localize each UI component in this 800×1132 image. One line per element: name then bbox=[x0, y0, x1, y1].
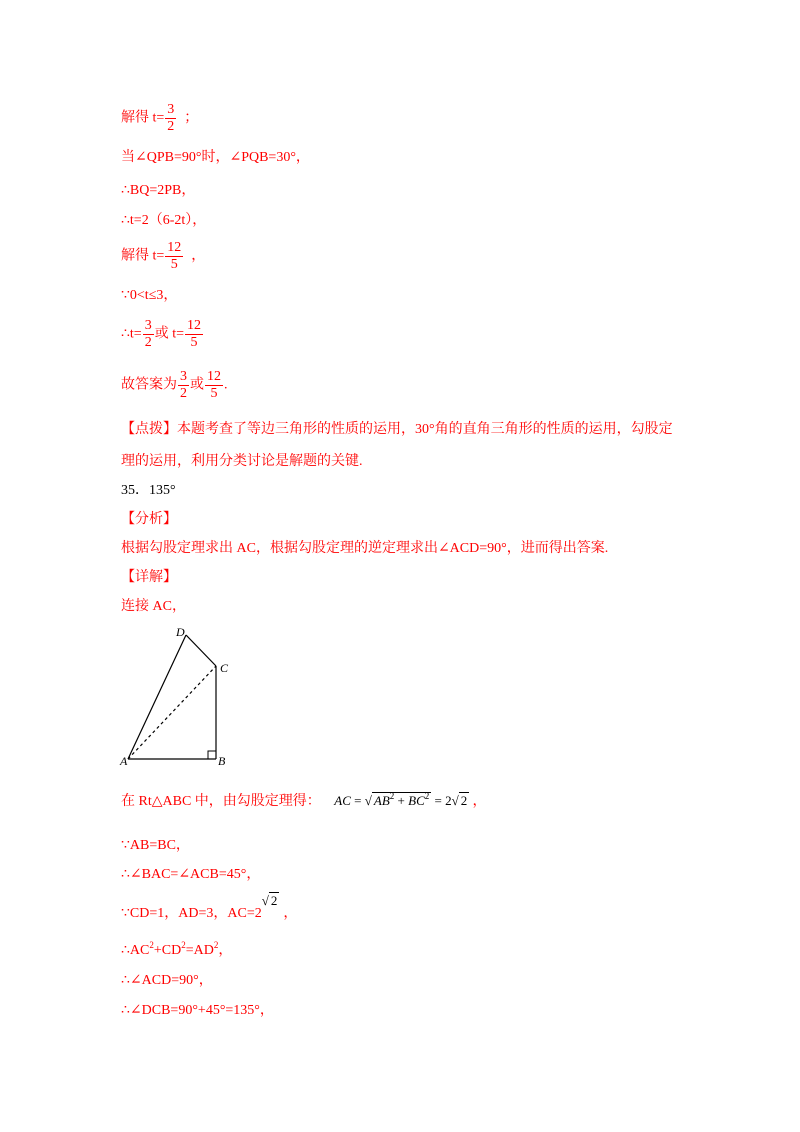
segment-ad bbox=[128, 635, 186, 759]
pythagoras-line bbox=[121, 792, 486, 811]
fenxi-label: 【分析】 bbox=[121, 512, 177, 527]
exponent: 2 bbox=[213, 940, 219, 950]
text: ∴AC bbox=[121, 943, 150, 958]
label-b: B bbox=[218, 754, 226, 768]
numerator: 12 bbox=[187, 318, 201, 333]
step-converse-pythagoras bbox=[121, 942, 232, 960]
segment-ac-dashed bbox=[128, 666, 216, 759]
numerator: 12 bbox=[167, 240, 182, 255]
fenxi-text: 根据勾股定理求出 AC，根据勾股定理的逆定理求出∠ACD=90°，进而得出答案. bbox=[121, 541, 609, 556]
text: ， bbox=[218, 943, 233, 958]
exponent: 2 bbox=[389, 791, 395, 801]
denominator: 2 bbox=[167, 119, 175, 134]
solution-line-t-three-halves bbox=[121, 102, 198, 135]
fraction-3-2 bbox=[178, 369, 189, 402]
formula-rhs: = 2 bbox=[434, 793, 452, 808]
text: 解得 t= bbox=[121, 248, 165, 264]
denominator: 2 bbox=[180, 386, 187, 401]
segment-dc bbox=[186, 635, 216, 666]
exponent: 2 bbox=[181, 940, 186, 950]
text: ， bbox=[283, 906, 298, 921]
fraction-3-2 bbox=[143, 318, 154, 351]
denominator: 2 bbox=[144, 335, 152, 350]
formula-bc: BC bbox=[408, 793, 425, 808]
formula-ab: AB bbox=[373, 793, 390, 808]
text: ， bbox=[191, 248, 206, 264]
text: 解得 t= bbox=[121, 110, 165, 126]
fraction-3-2 bbox=[165, 102, 176, 135]
question-35-heading: 35．135° bbox=[121, 483, 176, 498]
text: ， bbox=[472, 794, 487, 809]
text: 在 Rt△ABC 中，由勾股定理得： bbox=[121, 794, 321, 809]
sqrt-sign: √ bbox=[261, 893, 269, 908]
solution-line-angle-qpb: 当∠QPB=90°时，∠PQB=30°， bbox=[121, 150, 310, 165]
text: 故答案为 bbox=[121, 377, 177, 393]
label-c: C bbox=[220, 661, 229, 675]
text: ； bbox=[184, 110, 199, 126]
step-ab-eq-bc: ∵AB=BC， bbox=[121, 838, 190, 853]
step-angle-acd: ∴∠ACD=90°， bbox=[121, 973, 213, 988]
solution-line-bq: ∴BQ=2PB， bbox=[121, 183, 196, 198]
denominator: 5 bbox=[190, 335, 198, 350]
answer-line bbox=[121, 369, 228, 402]
step-angles-45: ∴∠BAC=∠ACB=45°， bbox=[121, 867, 261, 882]
text: ∴t= bbox=[121, 326, 142, 342]
radicand bbox=[372, 792, 431, 808]
solution-line-t-twelve-fifths bbox=[121, 240, 205, 273]
step-angle-dcb: ∴∠DCB=90°+45°=135°， bbox=[121, 1003, 274, 1018]
sqrt-2-raised bbox=[262, 893, 280, 908]
text: 或 t= bbox=[154, 326, 184, 342]
ac-formula bbox=[334, 793, 472, 808]
fraction-12-5 bbox=[205, 369, 223, 402]
sqrt-sign: √ bbox=[364, 793, 372, 808]
exponent: 2 bbox=[149, 940, 154, 950]
solution-line-t-values bbox=[121, 318, 204, 351]
label-a: A bbox=[120, 754, 128, 768]
numerator: 3 bbox=[180, 369, 187, 384]
radicand: 2 bbox=[460, 793, 468, 808]
dianbo-line-1: 【点拨】本题考查了等边三角形的性质的运用，30°角的直角三角形的性质的运用，勾股定 bbox=[121, 422, 673, 437]
denominator: 5 bbox=[210, 386, 218, 401]
dianbo-line-2: 理的运用，利用分类讨论是解题的关键. bbox=[121, 454, 363, 469]
label-d: D bbox=[176, 625, 185, 639]
exponent: 2 bbox=[424, 791, 430, 801]
formula-eq: = bbox=[354, 793, 362, 808]
fraction-12-5 bbox=[185, 318, 203, 351]
plus: + bbox=[397, 793, 405, 808]
quadrilateral-figure bbox=[118, 622, 248, 772]
solution-line-equation: ∴t=2（6-2t）， bbox=[121, 213, 207, 228]
fraction-12-5 bbox=[165, 240, 183, 273]
text: =AD bbox=[185, 943, 214, 958]
text: +CD bbox=[153, 943, 182, 958]
step-lengths bbox=[121, 893, 298, 923]
denominator: 5 bbox=[170, 257, 178, 272]
numerator: 3 bbox=[144, 318, 152, 333]
formula-lhs: AC bbox=[334, 793, 351, 808]
numerator: 3 bbox=[167, 102, 175, 117]
solution-line-range: ∵0<t≤3， bbox=[121, 288, 178, 303]
text: ∵CD=1，AD=3，AC=2 bbox=[121, 906, 262, 921]
right-angle-mark bbox=[208, 751, 216, 759]
sqrt-sign: √ bbox=[451, 793, 459, 808]
xiangjie-label: 【详解】 bbox=[121, 570, 177, 585]
radicand: 2 bbox=[270, 893, 278, 908]
text: . bbox=[224, 377, 228, 393]
connect-ac-text: 连接 AC， bbox=[121, 599, 186, 614]
numerator: 12 bbox=[207, 369, 221, 384]
text: 或 bbox=[190, 377, 204, 393]
